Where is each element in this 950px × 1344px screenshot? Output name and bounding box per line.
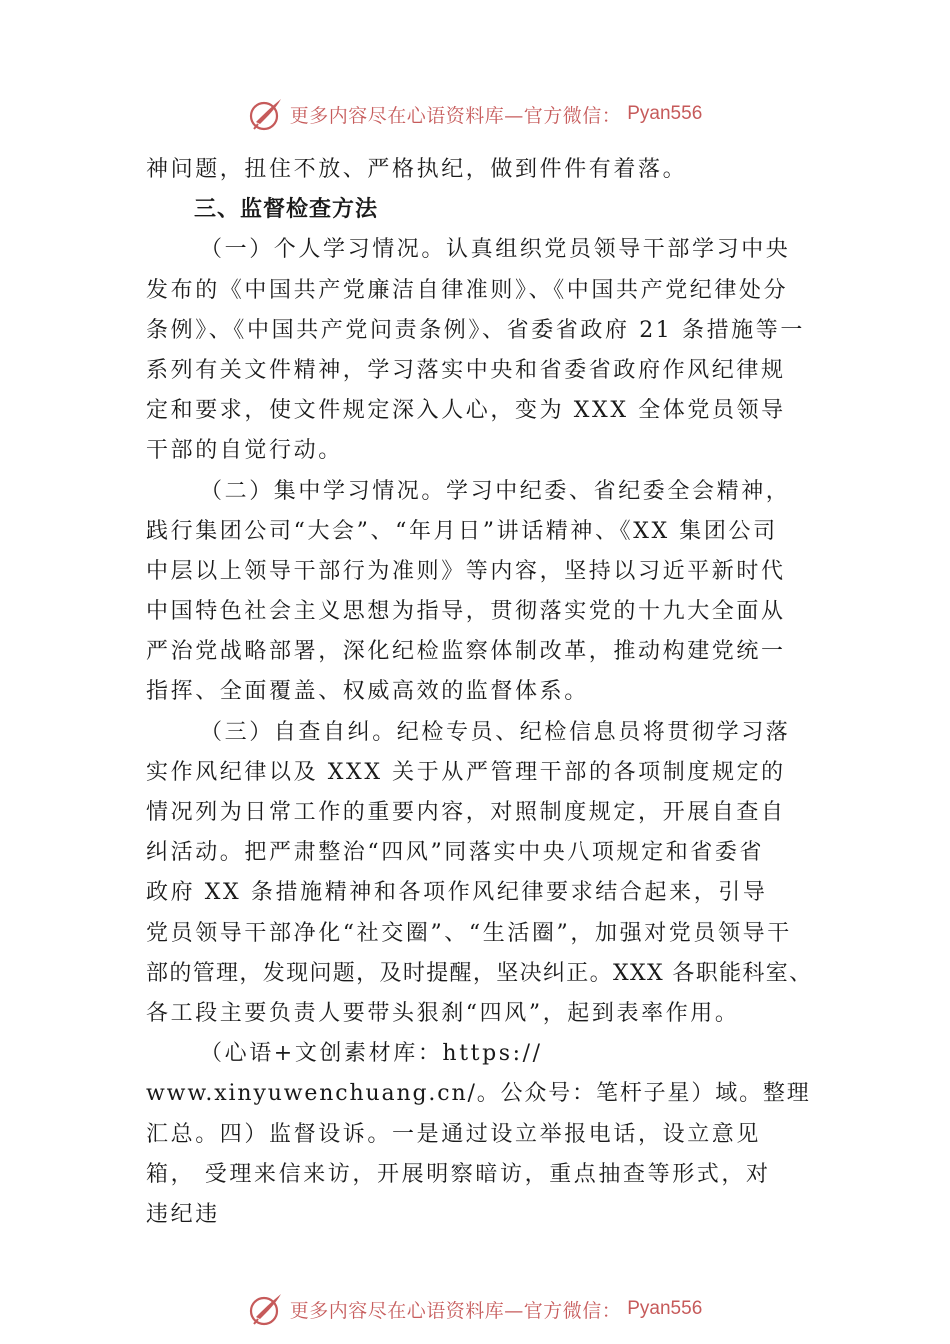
text-line: 党员领导干部净化“社交圈”、“生活圈”，加强对党员领导干 bbox=[146, 920, 792, 946]
banner-text: 更多内容尽在心语资料库—官方微信： bbox=[289, 1299, 622, 1322]
text-line: （二）集中学习情况。学习中纪委、省纪委全会精神， bbox=[200, 478, 791, 504]
text-line: 中层以上领导干部行为准则》等内容，坚持以习近平新时代 bbox=[146, 558, 786, 584]
text-line: （三）自查自纠。纪检专员、纪检信息员将贯彻学习落 bbox=[200, 719, 791, 745]
text-line: 各工段主要负责人要带头狠刹“四风”，起到表率作用。 bbox=[146, 1000, 740, 1026]
text-line: www.xinyuwenchuang.cn/。公众号：笔杆子星）域。整理 bbox=[146, 1081, 811, 1107]
text-line: 发布的《中国共产党廉洁自律准则》、《中国共产党纪律处分 bbox=[146, 277, 789, 303]
text-line: 系列有关文件精神，学习落实中央和省委省政府作风纪律规 bbox=[146, 357, 786, 383]
text-line: 干部的自觉行动。 bbox=[146, 438, 343, 464]
text-line: （一）个人学习情况。认真组织党员领导干部学习中央 bbox=[200, 237, 791, 263]
text-line: 践行集团公司“大会”、“年月日”讲话精神、《XX 集团公司 bbox=[146, 518, 778, 544]
text-line: （心语+文创素材库：https:// bbox=[200, 1041, 543, 1067]
text-line: 指挥、全面覆盖、权威高效的监督体系。 bbox=[146, 679, 589, 705]
banner-wechat-id: Pyan556 bbox=[627, 1298, 703, 1319]
header-banner bbox=[0, 94, 950, 134]
text-line: 条例》、《中国共产党问责条例》、省委省政府 21 条措施等一 bbox=[146, 317, 805, 343]
section-heading: 三、监督检查方法 bbox=[194, 197, 379, 223]
quill-logo-icon bbox=[248, 1291, 284, 1327]
document-body bbox=[146, 150, 811, 1235]
text-line: 严治党战略部署，深化纪检监察体制改革，推动构建党统一 bbox=[146, 639, 786, 665]
banner-text: 更多内容尽在心语资料库—官方微信： bbox=[289, 104, 622, 127]
text-line: 部的管理，发现问题，及时提醒，坚决纠正。XXX 各职能科室、 bbox=[146, 960, 813, 986]
text-line: 情况列为日常工作的重要内容，对照制度规定，开展自查自 bbox=[146, 800, 786, 825]
quill-logo-icon bbox=[248, 96, 284, 132]
text-line: 政府 XX 条措施精神和各项作风纪律要求结合起来，引导 bbox=[146, 880, 768, 906]
text-line: 违纪违 bbox=[146, 1201, 220, 1227]
text-line: 定和要求，使文件规定深入人心，变为 XXX 全体党员领导 bbox=[146, 398, 786, 424]
text-line: 汇总。四）监督设诉。一是通过设立举报电话，设立意见 bbox=[146, 1121, 762, 1147]
text-line: 中国特色社会主义思想为指导，贯彻落实党的十九大全面从 bbox=[146, 599, 786, 625]
footer-banner bbox=[0, 1289, 950, 1329]
text-line: 纠活动。把严肃整治“四风”同落实中央八项规定和省委省 bbox=[146, 840, 765, 866]
text-line: 箱， 受理来信来访，开展明察暗访，重点抽查等形式，对 bbox=[146, 1161, 771, 1187]
banner-wechat-id: Pyan556 bbox=[627, 103, 703, 124]
text-line: 实作风纪律以及 XXX 关于从严管理干部的各项制度规定的 bbox=[146, 759, 786, 785]
text-line: 神问题，扭住不放、严格执纪，做到件件有着落。 bbox=[146, 157, 688, 182]
